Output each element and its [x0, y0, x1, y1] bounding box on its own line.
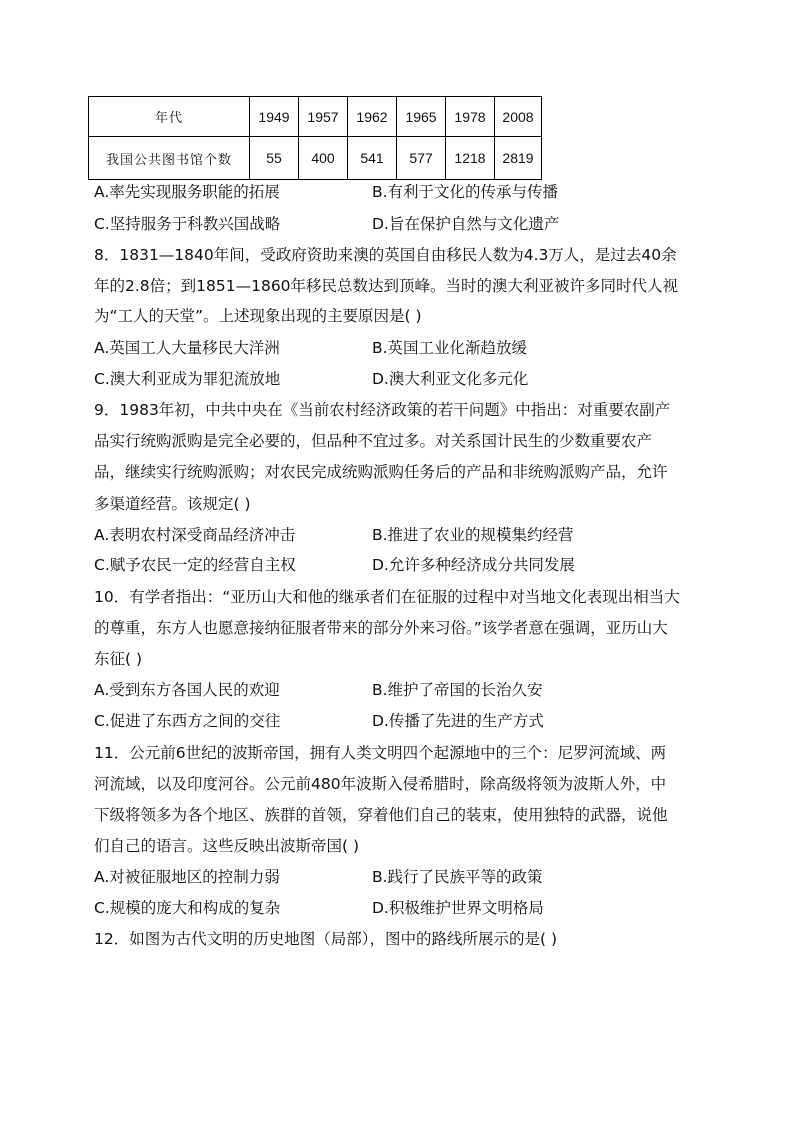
count-cell: 541: [348, 137, 397, 180]
q8-option-d: D.澳大利亚文化多元化: [372, 370, 529, 388]
q8-stem-line: 8．1831—1840年间，受政府资助来澳的英国自由移民人数为4.3万人，是过去40余: [94, 246, 677, 264]
q7-option-c: C.坚持服务于科教兴国战略: [94, 215, 281, 233]
count-cell: 55: [250, 137, 299, 180]
q11-option-c: C.规模的庞大和构成的复杂: [94, 899, 281, 917]
year-cell: 1962: [348, 97, 397, 137]
year-cell: 1965: [397, 97, 446, 137]
q10-option-b: B.维护了帝国的长治久安: [372, 681, 543, 699]
year-cell: 2008: [495, 97, 542, 137]
q12-stem-line: 12．如图为古代文明的历史地图（局部），图中的路线所展示的是( ): [94, 930, 557, 948]
q10-stem-line: 的尊重，东方人也愿意接纳征服者带来的部分外来习俗。”该学者意在强调，亚历山大: [94, 619, 668, 637]
year-cell: 1957: [299, 97, 348, 137]
q9-option-a: A.表明农村深受商品经济冲击: [94, 526, 296, 544]
q11-option-a: A.对被征服地区的控制力弱: [94, 868, 280, 886]
q11-stem-line: 河流域，以及印度河谷。公元前480年波斯入侵希腊时，除高级将领为波斯人外，中: [94, 775, 667, 793]
q9-option-d: D.允许多种经济成分共同发展: [372, 556, 575, 574]
q9-stem-line: 9．1983年初，中共中央在《当前农村经济政策的若干问题》中指出：对重要农副产: [94, 401, 671, 419]
library-count-table: [88, 96, 542, 180]
q10-stem-line: 10．有学者指出：“亚历山大和他的继承者们在征服的过程中对当地文化表现出相当大: [94, 588, 680, 606]
q7-option-b: B.有利于文化的传承与传播: [372, 183, 559, 201]
year-cell: 1978: [446, 97, 495, 137]
q10-option-a: A.受到东方各国人民的欢迎: [94, 681, 280, 699]
row-header-era: 年代: [89, 97, 250, 137]
q8-stem-line: 年的2.8倍；到1851—1860年移民总数达到顶峰。当时的澳大利亚被许多同时代人视: [94, 277, 679, 295]
q7-option-a: A.率先实现服务职能的拓展: [94, 183, 280, 201]
q7-option-d: D.旨在保护自然与文化遗产: [372, 215, 560, 233]
q9-stem-line: 品实行统购派购是完全必要的，但品种不宜过多。对关系国计民生的少数重要农产: [94, 432, 653, 450]
q10-option-d: D.传播了先进的生产方式: [372, 712, 544, 730]
year-cell: 1949: [250, 97, 299, 137]
q11-stem-line: 们自己的语言。这些反映出波斯帝国( ): [94, 837, 360, 855]
row-header-library-count: 我国公共图书馆个数: [89, 137, 250, 180]
q9-option-b: B.推进了农业的规模集约经营: [372, 526, 574, 544]
count-cell: 2819: [495, 137, 542, 180]
q11-option-b: B.践行了民族平等的政策: [372, 868, 543, 886]
q9-stem-line: 品，继续实行统购派购；对农民完成统购派购任务后的产品和非统购派购产品，允许: [94, 463, 668, 481]
count-cell: 577: [397, 137, 446, 180]
q10-option-c: C.促进了东西方之间的交往: [94, 712, 281, 730]
q9-option-c: C.赋予农民一定的经营自主权: [94, 556, 296, 574]
q11-stem-line: 下级将领多为各个地区、族群的首领，穿着他们自己的装束，使用独特的武器，说他: [94, 806, 668, 824]
q11-stem-line: 11．公元前6世纪的波斯帝国，拥有人类文明四个起源地中的三个：尼罗河流域、两: [94, 744, 667, 762]
table-row-years: [89, 97, 542, 137]
q8-option-c: C.澳大利亚成为罪犯流放地: [94, 370, 281, 388]
q8-option-a: A.英国工人大量移民大洋洲: [94, 339, 280, 357]
q8-option-b: B.英国工业化渐趋放缓: [372, 339, 528, 357]
table-row-counts: [89, 137, 542, 180]
count-cell: 400: [299, 137, 348, 180]
q10-stem-line: 东征( ): [94, 650, 143, 668]
count-cell: 1218: [446, 137, 495, 180]
q11-option-d: D.积极维护世界文明格局: [372, 899, 544, 917]
q8-stem-line: 为“工人的天堂”。上述现象出现的主要原因是( ): [94, 307, 422, 325]
q9-stem-line: 多渠道经营。该规定( ): [94, 495, 251, 513]
